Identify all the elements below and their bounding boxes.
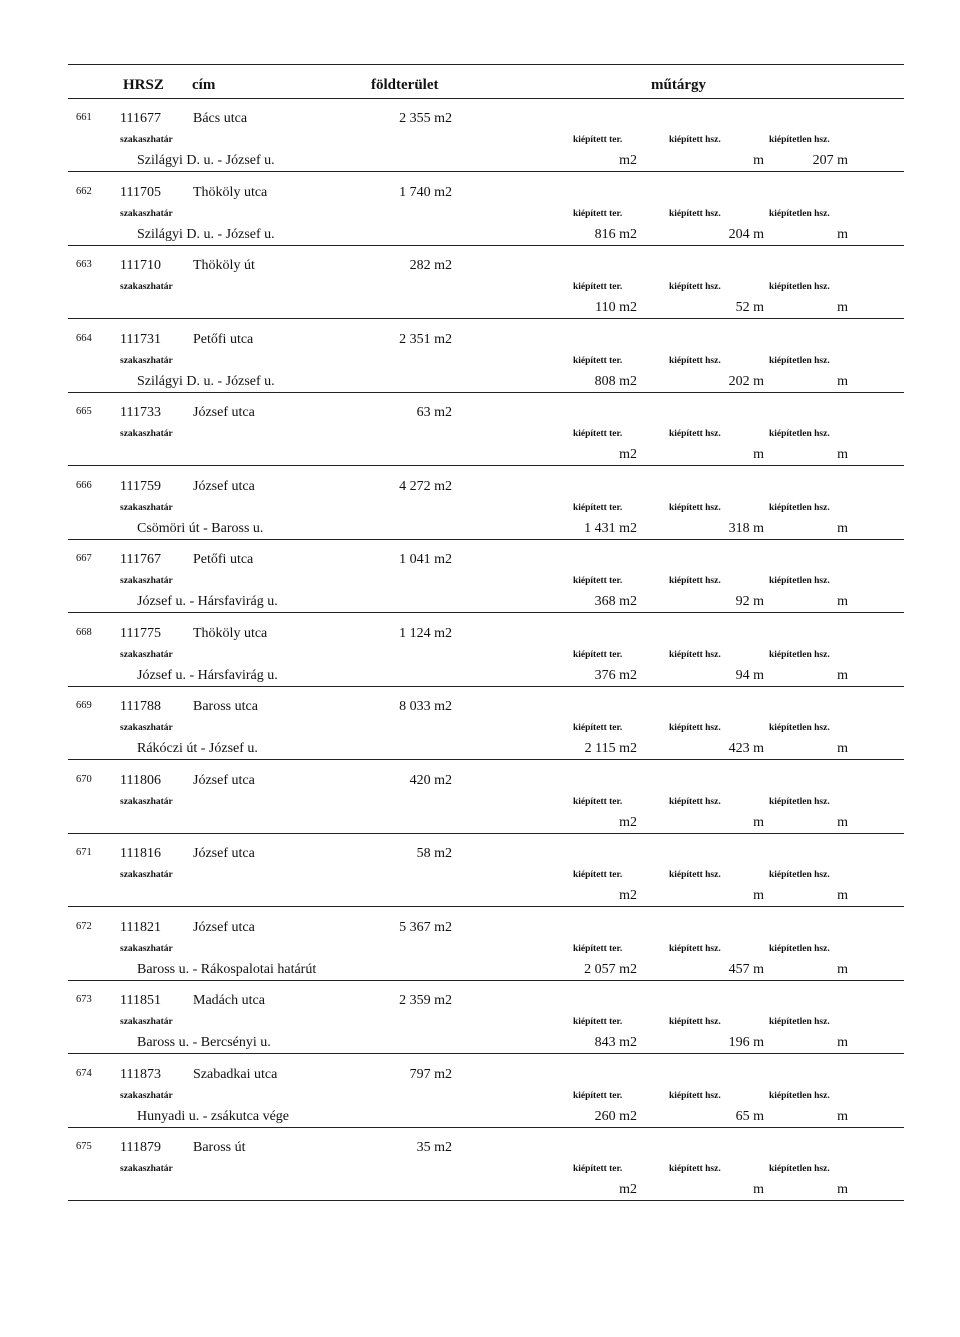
street-name: Thököly út xyxy=(193,258,255,273)
built-length-value: m xyxy=(753,447,764,462)
built-length-label: kiépített hsz. xyxy=(669,943,721,954)
unbuilt-length-label: kiépítetlen hsz. xyxy=(769,1164,830,1174)
built-area-label: kiépített ter. xyxy=(573,1017,623,1027)
built-area-value: 816 m2 xyxy=(594,226,637,242)
built-area-value: 110 m2 xyxy=(595,300,637,315)
built-area-label: kiépített ter. xyxy=(573,1164,623,1174)
row-rule xyxy=(68,171,904,172)
unbuilt-length-value: m xyxy=(837,447,848,462)
table-row xyxy=(0,846,960,920)
built-length-label: kiépített hsz. xyxy=(669,1017,721,1027)
section-boundary: Szilágyi D. u. - József u. xyxy=(137,226,275,242)
built-length-value: m xyxy=(753,1182,764,1197)
row-number: 675 xyxy=(76,1141,92,1152)
section-boundary-label: szakaszhatár xyxy=(120,943,173,954)
land-area: 8 033 m2 xyxy=(399,699,452,714)
table-row xyxy=(0,332,960,406)
built-length-value: 92 m xyxy=(735,594,764,609)
land-area: 282 m2 xyxy=(409,258,452,273)
header-cim: cím xyxy=(192,77,216,93)
land-area: 4 272 m2 xyxy=(399,478,452,494)
built-length-value: 204 m xyxy=(728,226,764,242)
hrsz-value: 111731 xyxy=(120,331,161,347)
built-area-value: 1 431 m2 xyxy=(584,520,637,536)
built-area-label: kiépített ter. xyxy=(573,208,623,219)
land-area: 63 m2 xyxy=(416,405,452,420)
row-number: 669 xyxy=(76,700,92,711)
row-number: 666 xyxy=(76,479,92,491)
hrsz-value: 111705 xyxy=(120,184,161,200)
built-length-value: 423 m xyxy=(728,741,764,756)
section-boundary: Baross u. - Rákospalotai határút xyxy=(137,961,317,977)
header-rule xyxy=(68,98,904,99)
built-length-label: kiépített hsz. xyxy=(669,282,721,292)
unbuilt-length-value: m xyxy=(837,1035,848,1050)
section-boundary: Szilágyi D. u. - József u. xyxy=(137,153,275,168)
unbuilt-length-label: kiépítetlen hsz. xyxy=(769,870,830,880)
row-rule xyxy=(68,686,904,687)
unbuilt-length-value: m xyxy=(837,961,848,977)
street-name: Baross út xyxy=(193,1140,246,1155)
table-row xyxy=(0,699,960,773)
section-boundary-label: szakaszhatár xyxy=(120,576,173,586)
hrsz-value: 111775 xyxy=(120,625,161,641)
section-boundary-label: szakaszhatár xyxy=(120,870,173,880)
land-area: 2 359 m2 xyxy=(399,993,452,1008)
section-boundary: Szilágyi D. u. - József u. xyxy=(137,373,275,389)
row-rule xyxy=(68,539,904,540)
unbuilt-length-value: m xyxy=(837,300,848,315)
land-area: 2 351 m2 xyxy=(399,331,452,347)
unbuilt-length-value: m xyxy=(837,520,848,536)
hrsz-value: 111677 xyxy=(120,111,161,126)
hrsz-value: 111788 xyxy=(120,699,161,714)
unbuilt-length-label: kiépítetlen hsz. xyxy=(769,282,830,292)
section-boundary-label: szakaszhatár xyxy=(120,649,173,660)
unbuilt-length-label: kiépítetlen hsz. xyxy=(769,1090,830,1101)
row-number: 665 xyxy=(76,406,92,417)
table-row xyxy=(0,920,960,994)
table-row xyxy=(0,773,960,847)
built-area-label: kiépített ter. xyxy=(573,649,623,660)
unbuilt-length-label: kiépítetlen hsz. xyxy=(769,1017,830,1027)
row-number: 672 xyxy=(76,920,92,932)
built-area-value: 843 m2 xyxy=(594,1035,637,1050)
street-name: Madách utca xyxy=(193,993,265,1008)
built-area-label: kiépített ter. xyxy=(573,796,623,807)
built-area-label: kiépített ter. xyxy=(573,502,623,513)
hrsz-value: 111816 xyxy=(120,846,161,861)
section-boundary-label: szakaszhatár xyxy=(120,429,173,439)
hrsz-value: 111759 xyxy=(120,478,161,494)
built-length-label: kiépített hsz. xyxy=(669,1090,721,1101)
built-length-value: m xyxy=(753,888,764,903)
section-boundary-label: szakaszhatár xyxy=(120,502,173,513)
unbuilt-length-label: kiépítetlen hsz. xyxy=(769,208,830,219)
row-rule xyxy=(68,612,904,613)
row-number: 662 xyxy=(76,185,92,197)
land-area: 420 m2 xyxy=(409,772,452,788)
unbuilt-length-value: m xyxy=(837,1108,848,1124)
row-number: 663 xyxy=(76,259,92,270)
land-area: 5 367 m2 xyxy=(399,919,452,935)
unbuilt-length-label: kiépítetlen hsz. xyxy=(769,649,830,660)
built-length-label: kiépített hsz. xyxy=(669,796,721,807)
built-area-value: m2 xyxy=(619,447,637,462)
built-length-value: m xyxy=(753,153,764,168)
built-area-label: kiépített ter. xyxy=(573,1090,623,1101)
section-boundary: Hunyadi u. - zsákutca vége xyxy=(137,1108,289,1124)
hrsz-value: 111851 xyxy=(120,993,161,1008)
row-rule xyxy=(68,245,904,246)
built-length-label: kiépített hsz. xyxy=(669,723,721,733)
built-length-value: 457 m xyxy=(728,961,764,977)
land-area: 797 m2 xyxy=(409,1066,452,1082)
row-rule xyxy=(68,759,904,760)
table-row xyxy=(0,1140,960,1214)
row-number: 670 xyxy=(76,773,92,785)
built-area-value: 260 m2 xyxy=(594,1108,637,1124)
built-area-value: m2 xyxy=(619,153,637,168)
row-number: 664 xyxy=(76,332,92,344)
row-number: 668 xyxy=(76,626,92,638)
unbuilt-length-label: kiépítetlen hsz. xyxy=(769,355,830,366)
built-length-value: m xyxy=(753,814,764,830)
row-rule xyxy=(68,318,904,319)
table-row xyxy=(0,258,960,332)
row-rule xyxy=(68,1200,904,1201)
built-area-label: kiépített ter. xyxy=(573,576,623,586)
table-row xyxy=(0,993,960,1067)
table-row xyxy=(0,626,960,700)
built-length-label: kiépített hsz. xyxy=(669,649,721,660)
header-hrsz: HRSZ xyxy=(123,77,164,93)
built-area-value: 2 115 m2 xyxy=(584,741,637,756)
row-rule xyxy=(68,465,904,466)
unbuilt-length-label: kiépítetlen hsz. xyxy=(769,135,830,145)
section-boundary-label: szakaszhatár xyxy=(120,208,173,219)
section-boundary-label: szakaszhatár xyxy=(120,723,173,733)
built-area-label: kiépített ter. xyxy=(573,429,623,439)
row-number: 671 xyxy=(76,847,92,858)
built-area-label: kiépített ter. xyxy=(573,943,623,954)
built-length-value: 94 m xyxy=(735,667,764,683)
built-length-label: kiépített hsz. xyxy=(669,429,721,439)
table-row xyxy=(0,552,960,626)
street-name: Szabadkai utca xyxy=(193,1066,278,1082)
unbuilt-length-value: m xyxy=(837,1182,848,1197)
hrsz-value: 111879 xyxy=(120,1140,161,1155)
unbuilt-length-label: kiépítetlen hsz. xyxy=(769,502,830,513)
unbuilt-length-value: m xyxy=(837,373,848,389)
built-length-label: kiépített hsz. xyxy=(669,208,721,219)
row-rule xyxy=(68,1127,904,1128)
table-row xyxy=(0,185,960,259)
built-area-value: m2 xyxy=(619,888,637,903)
built-area-value: 2 057 m2 xyxy=(584,961,637,977)
hrsz-value: 111710 xyxy=(120,258,161,273)
section-boundary-label: szakaszhatár xyxy=(120,796,173,807)
street-name: Petőfi utca xyxy=(193,552,254,567)
unbuilt-length-value: 207 m xyxy=(812,153,848,168)
built-length-label: kiépített hsz. xyxy=(669,870,721,880)
row-number: 667 xyxy=(76,553,92,564)
unbuilt-length-label: kiépítetlen hsz. xyxy=(769,576,830,586)
row-rule xyxy=(68,833,904,834)
section-boundary-label: szakaszhatár xyxy=(120,1017,173,1027)
unbuilt-length-label: kiépítetlen hsz. xyxy=(769,723,830,733)
built-area-label: kiépített ter. xyxy=(573,282,623,292)
built-length-label: kiépített hsz. xyxy=(669,502,721,513)
unbuilt-length-value: m xyxy=(837,741,848,756)
row-rule xyxy=(68,906,904,907)
built-area-value: m2 xyxy=(619,1182,637,1197)
unbuilt-length-label: kiépítetlen hsz. xyxy=(769,796,830,807)
land-area: 58 m2 xyxy=(416,846,452,861)
row-number: 673 xyxy=(76,994,92,1005)
hrsz-value: 111873 xyxy=(120,1066,161,1082)
header-mutargy: műtárgy xyxy=(651,77,706,93)
section-boundary: József u. - Hársfavirág u. xyxy=(137,594,278,609)
street-name: József utca xyxy=(193,478,255,494)
section-boundary-label: szakaszhatár xyxy=(120,1090,173,1101)
built-area-label: kiépített ter. xyxy=(573,723,623,733)
built-length-label: kiépített hsz. xyxy=(669,1164,721,1174)
built-area-value: 368 m2 xyxy=(594,594,637,609)
land-area: 1 124 m2 xyxy=(399,625,452,641)
table-row xyxy=(0,1067,960,1141)
hrsz-value: 111821 xyxy=(120,919,161,935)
section-boundary-label: szakaszhatár xyxy=(120,1164,173,1174)
table-row xyxy=(0,111,960,185)
built-area-label: kiépített ter. xyxy=(573,870,623,880)
built-area-value: 376 m2 xyxy=(594,667,637,683)
street-name: Thököly utca xyxy=(193,625,268,641)
unbuilt-length-value: m xyxy=(837,226,848,242)
built-length-label: kiépített hsz. xyxy=(669,355,721,366)
section-boundary: Csömöri út - Baross u. xyxy=(137,520,264,536)
land-area: 2 355 m2 xyxy=(399,111,452,126)
section-boundary-label: szakaszhatár xyxy=(120,135,173,145)
hrsz-value: 111806 xyxy=(120,772,161,788)
street-name: Baross utca xyxy=(193,699,258,714)
street-name: József utca xyxy=(193,772,255,788)
section-boundary-label: szakaszhatár xyxy=(120,282,173,292)
land-area: 1 740 m2 xyxy=(399,184,452,200)
hrsz-value: 111733 xyxy=(120,405,161,420)
row-rule xyxy=(68,392,904,393)
built-length-value: 52 m xyxy=(735,300,764,315)
unbuilt-length-value: m xyxy=(837,594,848,609)
built-length-label: kiépített hsz. xyxy=(669,576,721,586)
table-row xyxy=(0,479,960,553)
street-name: Petőfi utca xyxy=(193,331,254,347)
street-name: Thököly utca xyxy=(193,184,268,200)
built-length-value: 202 m xyxy=(728,373,764,389)
row-rule xyxy=(68,980,904,981)
built-length-value: 65 m xyxy=(735,1108,764,1124)
hrsz-value: 111767 xyxy=(120,552,161,567)
section-boundary: Rákóczi út - József u. xyxy=(137,741,258,756)
built-length-label: kiépített hsz. xyxy=(669,135,721,145)
unbuilt-length-label: kiépítetlen hsz. xyxy=(769,429,830,439)
row-number: 661 xyxy=(76,112,92,123)
row-number: 674 xyxy=(76,1067,92,1079)
header-foldterulet: földterület xyxy=(371,77,439,93)
street-name: József utca xyxy=(193,405,255,420)
section-boundary: Baross u. - Bercsényi u. xyxy=(137,1035,271,1050)
section-boundary: József u. - Hársfavirág u. xyxy=(137,667,278,683)
street-name: József utca xyxy=(193,846,255,861)
unbuilt-length-value: m xyxy=(837,888,848,903)
built-area-value: 808 m2 xyxy=(594,373,637,389)
street-name: Bács utca xyxy=(193,111,248,126)
land-area: 35 m2 xyxy=(416,1140,452,1155)
table-row xyxy=(0,405,960,479)
built-area-value: m2 xyxy=(619,814,637,830)
built-area-label: kiépített ter. xyxy=(573,355,623,366)
unbuilt-length-label: kiépítetlen hsz. xyxy=(769,943,830,954)
land-area: 1 041 m2 xyxy=(399,552,452,567)
top-rule xyxy=(68,64,904,65)
section-boundary-label: szakaszhatár xyxy=(120,355,173,366)
built-length-value: 318 m xyxy=(728,520,764,536)
unbuilt-length-value: m xyxy=(837,814,848,830)
street-name: József utca xyxy=(193,919,255,935)
row-rule xyxy=(68,1053,904,1054)
built-area-label: kiépített ter. xyxy=(573,135,623,145)
unbuilt-length-value: m xyxy=(837,667,848,683)
built-length-value: 196 m xyxy=(728,1035,764,1050)
